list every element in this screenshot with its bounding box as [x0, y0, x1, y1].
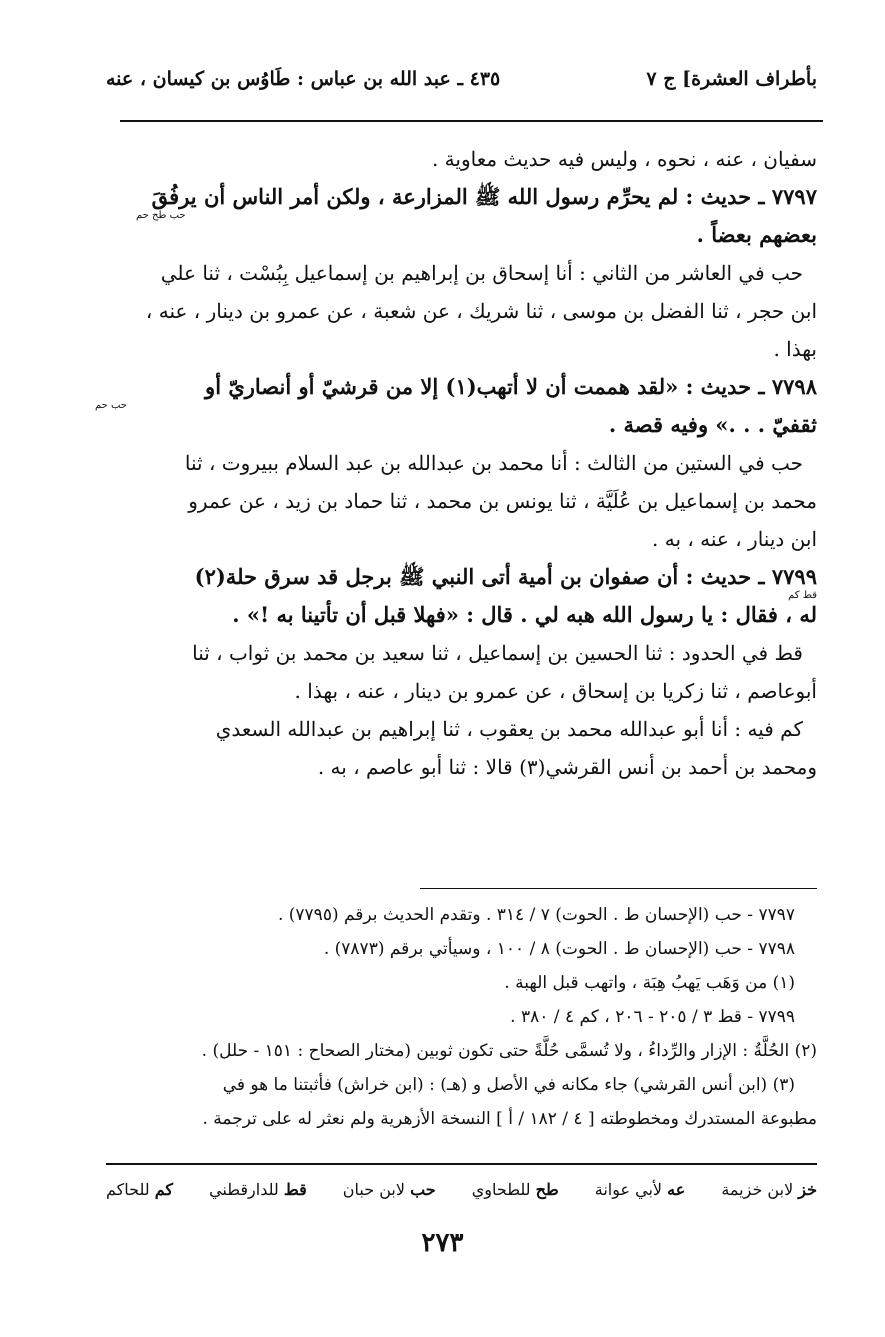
legend-item: قط للدارقطني [209, 1180, 307, 1199]
hadith-line: ٧٧٩٩ ـ حديث : أن صفوان بن أمية أتى النبي ﷺ برجل قد سرق حلة(٢) [194, 564, 817, 589]
hadith-line: بعضهم بعضاً . [696, 222, 817, 247]
footnote: ٧٧٩٩ - قط ٣ / ٢٠٥ - ٢٠٦ ، كم ٤ / ٣٨٠ . [510, 1007, 795, 1027]
footnote: مطبوعة المستدرك ومخطوطته [ ٤ / ١٨٢ / أ ] النسخة الأزهرية ولم نعثر له على ترجمة . [202, 1109, 817, 1129]
hadith-line: ٧٧٩٧ ـ حديث : لم يحرِّم رسول الله ﷺ المزارعة ، ولكن أمر الناس أن يرفُقَ [151, 184, 817, 209]
hadith-sigla: حب حم [94, 400, 127, 411]
footnote: (٣) (ابن أنس القرشي) جاء مكانه في الأصل و (هـ) : (ابن خراش) فأثبتنا ما هو في [222, 1075, 795, 1095]
hadith-line: ثقفيّ . . .» وفيه قصة . [608, 412, 817, 437]
abbreviation-legend [106, 1180, 817, 1199]
footnote: (٢) الحُلَّةُ : الإزار والرِّداءُ ، ولا تُسمَّى حُلَّةً حتى تكون ثوبين (مختار الصحاح : ١٥١ - حلل) . [201, 1041, 817, 1061]
hadith-sigla: حب طح حم [136, 210, 186, 221]
text-line: بهذا . [773, 337, 817, 361]
header-rule [120, 120, 823, 122]
running-head-left: ٤٣٥ ـ عبد الله بن عباس : طَاوُس بن كيسان ، عنه [106, 68, 501, 90]
hadith-line: له ، فقال : يا رسول الله هبه لي . قال : «فهلا قبل أن تأتينا به !» . [232, 602, 817, 627]
text-line: محمد بن إسماعيل بن عُلَيَّة ، ثنا يونس بن محمد ، ثنا حماد بن زيد ، عن عمرو [188, 489, 817, 513]
text-line: ومحمد بن أحمد بن أنس القرشي(٣) قالا : ثنا أبو عاصم ، به . [317, 755, 817, 779]
hadith-7797 [106, 178, 817, 254]
main-text [94, 140, 817, 786]
text-line: كم فيه : أنا أبو عبدالله محمد بن يعقوب ، ثنا إبراهيم بن عبدالله السعدي [215, 717, 803, 741]
footnote: ٧٧٩٧ - حب (الإحسان ط . الحوت) ٧ / ٣١٤ . وتقدم الحديث برقم (٧٧٩٥) . [277, 905, 795, 925]
hadith-sigla: قط كم [788, 590, 817, 601]
text-line: حب في الستين من الثالث : أنا محمد بن عبدالله بن عبد السلام ببيروت ، ثنا [184, 451, 803, 475]
footnote: ٧٧٩٨ - حب (الإحسان ط . الحوت) ٨ / ١٠٠ ، وسيأتي برقم (٧٨٧٣) . [323, 939, 795, 959]
text-line: ابن دينار ، عنه ، به . [652, 527, 817, 551]
hadith-7799 [106, 558, 817, 634]
legend-rule [106, 1163, 817, 1165]
text-line: قط في الحدود : ثنا الحسين بن إسماعيل ، ثنا سعيد بن محمد بن ثواب ، ثنا [192, 641, 803, 665]
legend-item: كم للحاكم [106, 1180, 174, 1199]
text-line: سفيان ، عنه ، نحوه ، وليس فيه حديث معاوية . [431, 147, 817, 171]
legend-item: طح للطحاوي [471, 1180, 559, 1199]
footnote-rule [420, 888, 817, 889]
running-head [106, 68, 817, 90]
running-head-right: بأطراف العشرة] ج ٧ [646, 68, 817, 90]
text-line: ابن حجر ، ثنا الفضل بن موسى ، ثنا شريك ، عن شعبة ، عن عمرو بن دينار ، عنه ، [145, 299, 817, 323]
page-number: ٢٧٣ [421, 1228, 464, 1258]
text-line: حب في العاشر من الثاني : أنا إسحاق بن إبراهيم بن إسماعيل بِبُسْت ، ثنا علي [160, 261, 803, 285]
legend-item: حب لابن حبان [342, 1180, 436, 1199]
hadith-line: ٧٧٩٨ ـ حديث : «لقد هممت أن لا أتهب(١) إلا من قرشيّ أو أنصاريّ أو [205, 374, 817, 399]
text-line: أبوعاصم ، ثنا زكريا بن إسحاق ، عن عمرو بن دينار ، عنه ، بهذا . [294, 679, 817, 703]
legend-item: عه لأبي عوانة [594, 1180, 686, 1199]
footnotes [106, 898, 817, 1136]
legend-item: خز لابن خزيمة [721, 1180, 817, 1199]
footnote: (١) من وَهَب يَهبُ هِبَة ، واتهب قبل الهبة . [504, 973, 795, 993]
hadith-7798 [94, 368, 817, 444]
